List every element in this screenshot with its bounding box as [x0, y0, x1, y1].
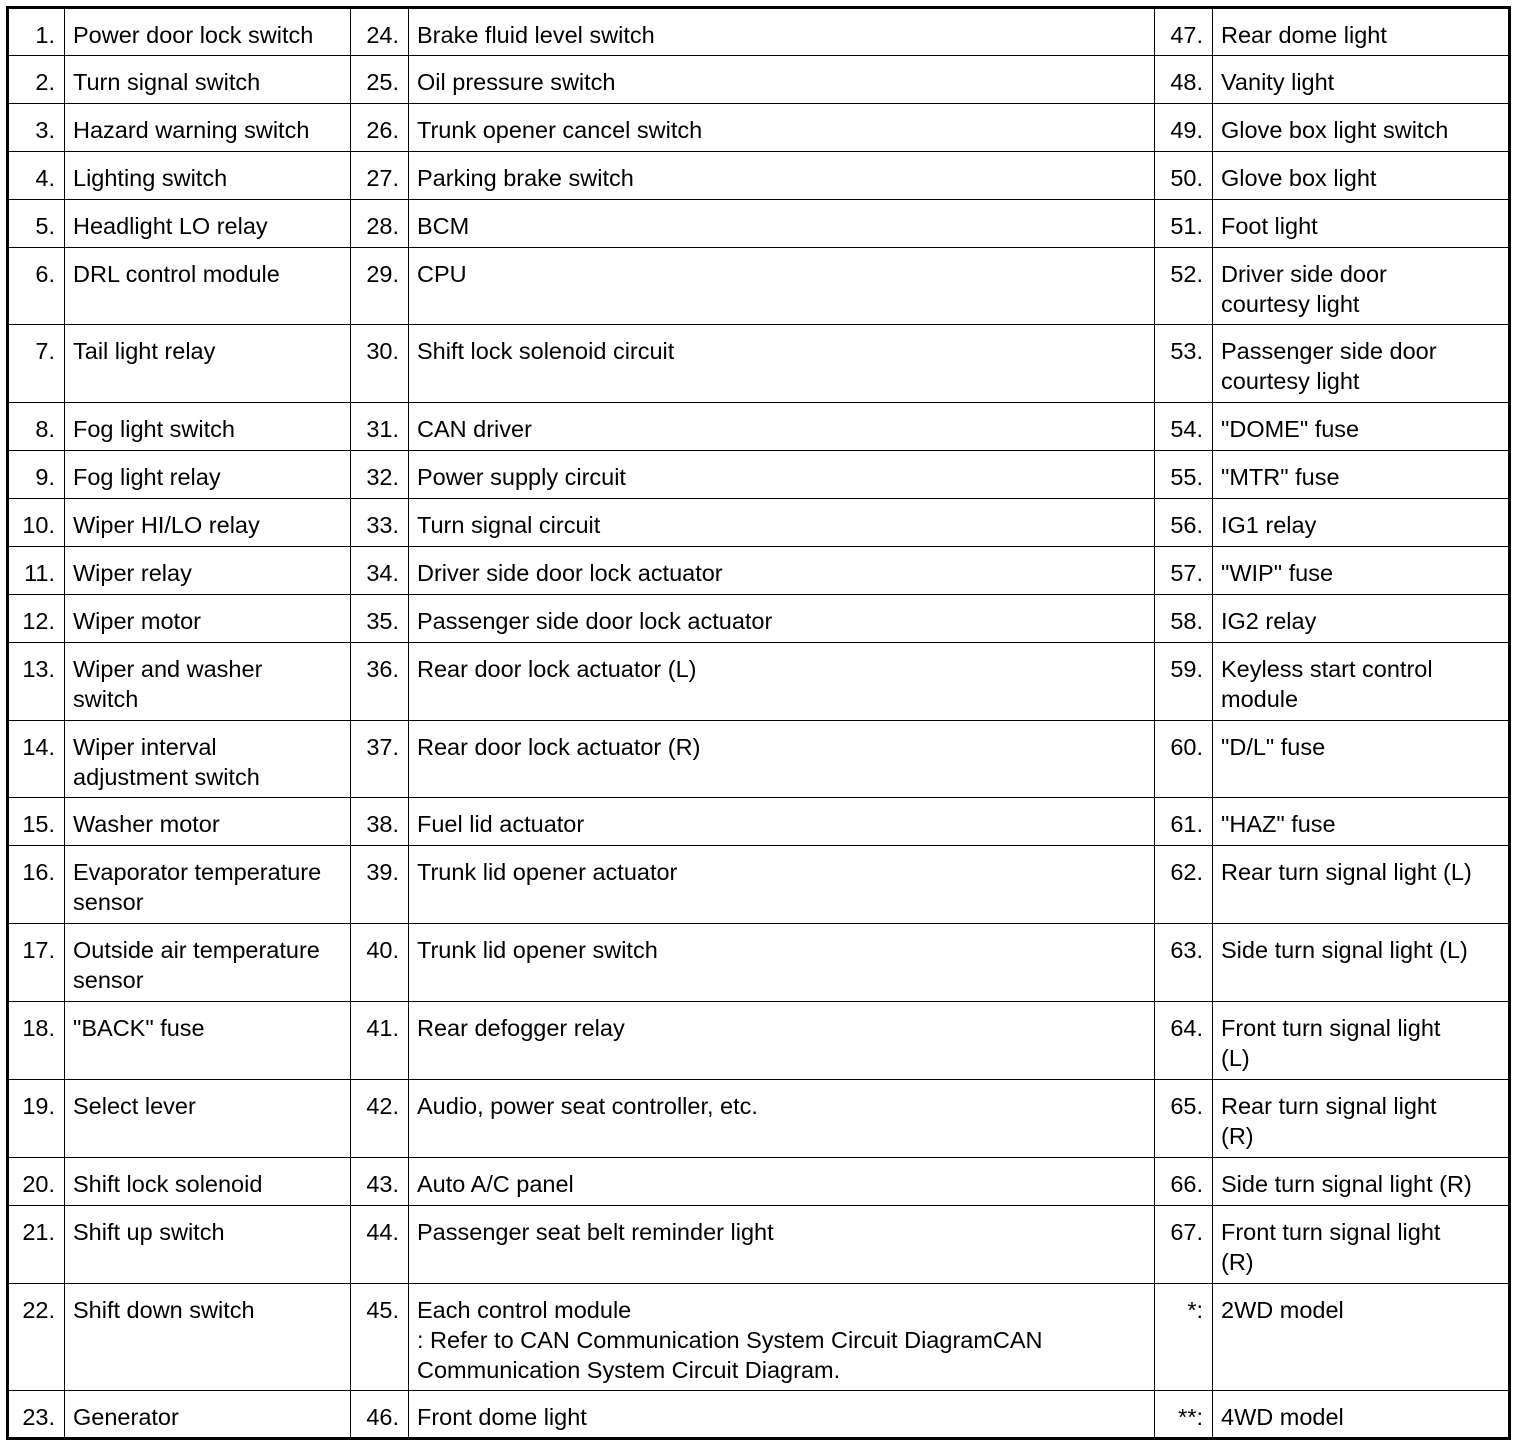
item-description: Driver side door courtesy light: [1213, 248, 1510, 325]
item-description: CAN driver: [409, 403, 1155, 451]
table-row: [8, 798, 1510, 846]
table-row: [8, 403, 1510, 451]
item-number: 37.: [351, 721, 409, 798]
item-number: 63.: [1155, 924, 1213, 1002]
item-number: 2.: [8, 56, 65, 104]
item-description: Passenger side door courtesy light: [1213, 325, 1510, 403]
item-description: Side turn signal light (L): [1213, 924, 1510, 1002]
item-number: 4.: [8, 152, 65, 200]
item-description: Generator: [65, 1391, 351, 1439]
item-description: Turn signal circuit: [409, 499, 1155, 547]
item-description: Wiper interval adjustment switch: [65, 721, 351, 798]
table-row: [8, 721, 1510, 798]
item-number: 10.: [8, 499, 65, 547]
item-description: Power supply circuit: [409, 451, 1155, 499]
item-description: Washer motor: [65, 798, 351, 846]
table-row: [8, 547, 1510, 595]
item-description: Power door lock switch: [65, 8, 351, 56]
item-description: Fog light relay: [65, 451, 351, 499]
item-description: Glove box light switch: [1213, 104, 1510, 152]
item-number: 57.: [1155, 547, 1213, 595]
item-description: Outside air temperature sensor: [65, 924, 351, 1002]
table-row: [8, 451, 1510, 499]
item-description: 4WD model: [1213, 1391, 1510, 1439]
item-description: Foot light: [1213, 200, 1510, 248]
item-description: Audio, power seat controller, etc.: [409, 1080, 1155, 1158]
item-description: "WIP" fuse: [1213, 547, 1510, 595]
item-number: 58.: [1155, 595, 1213, 643]
table-row: [8, 56, 1510, 104]
item-description: "DOME" fuse: [1213, 403, 1510, 451]
item-number: 66.: [1155, 1158, 1213, 1206]
item-number: 13.: [8, 643, 65, 721]
legend-body: [8, 8, 1510, 1439]
item-description: Wiper HI/LO relay: [65, 499, 351, 547]
item-description: Select lever: [65, 1080, 351, 1158]
item-number: 5.: [8, 200, 65, 248]
item-description: Keyless start control module: [1213, 643, 1510, 721]
item-description: Front turn signal light (L): [1213, 1002, 1510, 1080]
item-description: "MTR" fuse: [1213, 451, 1510, 499]
item-number: 18.: [8, 1002, 65, 1080]
item-description: Driver side door lock actuator: [409, 547, 1155, 595]
item-description: Lighting switch: [65, 152, 351, 200]
item-description: Fuel lid actuator: [409, 798, 1155, 846]
item-number: 14.: [8, 721, 65, 798]
item-description: Rear dome light: [1213, 8, 1510, 56]
item-number: 64.: [1155, 1002, 1213, 1080]
item-number: 42.: [351, 1080, 409, 1158]
item-number: 9.: [8, 451, 65, 499]
table-row: [8, 104, 1510, 152]
item-description: Wiper relay: [65, 547, 351, 595]
item-number: 27.: [351, 152, 409, 200]
item-number: 15.: [8, 798, 65, 846]
item-description: Evaporator temperature sensor: [65, 846, 351, 924]
item-description: Turn signal switch: [65, 56, 351, 104]
item-description: 2WD model: [1213, 1284, 1510, 1391]
item-description: Wiper and washer switch: [65, 643, 351, 721]
item-number: 36.: [351, 643, 409, 721]
item-number: 67.: [1155, 1206, 1213, 1284]
item-description: Brake fluid level switch: [409, 8, 1155, 56]
item-description: Rear turn signal light (R): [1213, 1080, 1510, 1158]
item-number: 17.: [8, 924, 65, 1002]
item-number: 26.: [351, 104, 409, 152]
item-number: 22.: [8, 1284, 65, 1391]
item-description: IG2 relay: [1213, 595, 1510, 643]
item-description: Front turn signal light (R): [1213, 1206, 1510, 1284]
table-row: [8, 1080, 1510, 1158]
item-description: Rear turn signal light (L): [1213, 846, 1510, 924]
table-row: [8, 924, 1510, 1002]
item-number: 46.: [351, 1391, 409, 1439]
item-number: 56.: [1155, 499, 1213, 547]
table-row: [8, 248, 1510, 325]
item-description: Hazard warning switch: [65, 104, 351, 152]
item-number: 60.: [1155, 721, 1213, 798]
item-number: 50.: [1155, 152, 1213, 200]
table-row: [8, 1002, 1510, 1080]
item-number: 59.: [1155, 643, 1213, 721]
item-number: 29.: [351, 248, 409, 325]
item-description: Glove box light: [1213, 152, 1510, 200]
table-row: [8, 1284, 1510, 1391]
item-description: Shift up switch: [65, 1206, 351, 1284]
item-number: 44.: [351, 1206, 409, 1284]
item-description: Shift lock solenoid: [65, 1158, 351, 1206]
item-number: 33.: [351, 499, 409, 547]
table-row: [8, 200, 1510, 248]
item-number: 40.: [351, 924, 409, 1002]
item-description: Wiper motor: [65, 595, 351, 643]
item-number: *:: [1155, 1284, 1213, 1391]
item-number: 25.: [351, 56, 409, 104]
item-description: Oil pressure switch: [409, 56, 1155, 104]
item-number: 51.: [1155, 200, 1213, 248]
table-row: [8, 325, 1510, 403]
item-number: 20.: [8, 1158, 65, 1206]
item-number: 45.: [351, 1284, 409, 1391]
item-description: Vanity light: [1213, 56, 1510, 104]
item-number: 19.: [8, 1080, 65, 1158]
item-number: 31.: [351, 403, 409, 451]
item-description: Side turn signal light (R): [1213, 1158, 1510, 1206]
item-description: Fog light switch: [65, 403, 351, 451]
item-number: 24.: [351, 8, 409, 56]
item-number: 11.: [8, 547, 65, 595]
item-description: Shift lock solenoid circuit: [409, 325, 1155, 403]
item-number: 34.: [351, 547, 409, 595]
item-number: 43.: [351, 1158, 409, 1206]
item-description: "HAZ" fuse: [1213, 798, 1510, 846]
table-row: [8, 152, 1510, 200]
item-description: Front dome light: [409, 1391, 1155, 1439]
item-number: 61.: [1155, 798, 1213, 846]
item-description: Rear door lock actuator (L): [409, 643, 1155, 721]
item-description: Passenger seat belt reminder light: [409, 1206, 1155, 1284]
item-number: 12.: [8, 595, 65, 643]
item-number: 1.: [8, 8, 65, 56]
item-description: Trunk opener cancel switch: [409, 104, 1155, 152]
item-number: 49.: [1155, 104, 1213, 152]
item-description: Shift down switch: [65, 1284, 351, 1391]
item-number: 32.: [351, 451, 409, 499]
item-number: 52.: [1155, 248, 1213, 325]
table-row: [8, 499, 1510, 547]
item-description: Rear defogger relay: [409, 1002, 1155, 1080]
item-number: 16.: [8, 846, 65, 924]
item-description: CPU: [409, 248, 1155, 325]
item-number: 54.: [1155, 403, 1213, 451]
item-description: IG1 relay: [1213, 499, 1510, 547]
item-number: 38.: [351, 798, 409, 846]
item-description: "D/L" fuse: [1213, 721, 1510, 798]
table-row: [8, 1206, 1510, 1284]
item-number: 21.: [8, 1206, 65, 1284]
item-description: Trunk lid opener actuator: [409, 846, 1155, 924]
item-number: **:: [1155, 1391, 1213, 1439]
table-row: [8, 595, 1510, 643]
item-number: 53.: [1155, 325, 1213, 403]
item-description: Auto A/C panel: [409, 1158, 1155, 1206]
item-number: 30.: [351, 325, 409, 403]
component-legend-table: [6, 6, 1511, 1440]
item-description: Headlight LO relay: [65, 200, 351, 248]
table-row: [8, 846, 1510, 924]
item-number: 8.: [8, 403, 65, 451]
table-row: [8, 643, 1510, 721]
item-description: "BACK" fuse: [65, 1002, 351, 1080]
item-number: 65.: [1155, 1080, 1213, 1158]
item-number: 47.: [1155, 8, 1213, 56]
table-row: [8, 8, 1510, 56]
item-number: 3.: [8, 104, 65, 152]
item-description: Parking brake switch: [409, 152, 1155, 200]
item-number: 62.: [1155, 846, 1213, 924]
item-number: 55.: [1155, 451, 1213, 499]
item-number: 7.: [8, 325, 65, 403]
table-row: [8, 1158, 1510, 1206]
item-number: 41.: [351, 1002, 409, 1080]
item-number: 39.: [351, 846, 409, 924]
item-number: 23.: [8, 1391, 65, 1439]
item-number: 28.: [351, 200, 409, 248]
item-number: 6.: [8, 248, 65, 325]
item-description: Rear door lock actuator (R): [409, 721, 1155, 798]
item-number: 48.: [1155, 56, 1213, 104]
item-number: 35.: [351, 595, 409, 643]
item-description: DRL control module: [65, 248, 351, 325]
item-description: Tail light relay: [65, 325, 351, 403]
item-description: Trunk lid opener switch: [409, 924, 1155, 1002]
item-description: Each control module : Refer to CAN Communication System Circuit DiagramCAN Communication System Circuit Diagram.: [409, 1284, 1155, 1391]
table-row: [8, 1391, 1510, 1439]
item-description: Passenger side door lock actuator: [409, 595, 1155, 643]
item-description: BCM: [409, 200, 1155, 248]
